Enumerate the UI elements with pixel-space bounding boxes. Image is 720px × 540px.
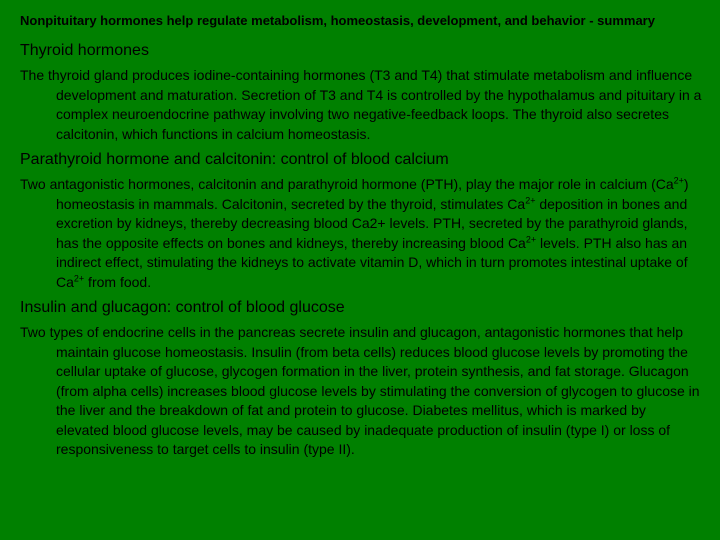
section-heading-thyroid: Thyroid hormones (20, 42, 149, 59)
section-thyroid-hormones (20, 41, 702, 144)
body-text-segment: Two antagonistic hormones, calcitonin and parathyroid hormone (PTH), play the major role in calcium (Ca (20, 176, 674, 192)
superscript-charge: 2+ (525, 194, 536, 205)
section-body-thyroid: The thyroid gland produces iodine-containing hormones (T3 and T4) that stimulate metabolism and influence development and maturation. Secretion of T3 and T4 is controlled by the hypothalamus and pituitary in a complex neuroendocrine pathway involving two negative-feedback loops. The thyroid also secretes calcitonin, which functions in calcium homeostasis. (20, 67, 702, 142)
body-text-segment: from food. (84, 273, 152, 290)
section-heading-parathyroid: Parathyroid hormone and calcitonin: control of blood calcium (20, 151, 449, 168)
superscript-charge: 2+ (73, 272, 85, 283)
section-heading-insulin: Insulin and glucagon: control of blood glucose (20, 299, 345, 316)
slide-title: Nonpituitary hormones help regulate metabolism, homeostasis, development, and behavior - summary (20, 13, 655, 28)
section-insulin-glucagon (20, 298, 702, 460)
body-text-segment: ) homeostasis in mammals. Calcitonin, secreted by the thyroid, stimulates Ca (56, 176, 689, 212)
body-text-segment: deposition in bones and excretion by kidneys, thereby decreasing blood Ca2+ levels. PTH, secreted by the parathyroid glands, has the opposite effects on bones and kidneys, thereby increasing blood Ca (56, 195, 688, 251)
superscript-charge: 2+ (673, 175, 684, 186)
section-body-parathyroid (20, 175, 702, 292)
section-parathyroid-calcitonin (20, 150, 702, 292)
superscript-charge: 2+ (525, 233, 537, 244)
body-text-segment: levels. PTH also has an indirect effect, stimulating the kidneys to activate vitamin D, which in turn promotes intestinal uptake of Ca (56, 234, 688, 290)
section-body-insulin: Two types of endocrine cells in the pancreas secrete insulin and glucagon, antagonistic hormones that help maintain glucose homeostasis. Insulin (from beta cells) reduces blood glucose levels by promoting the cellular uptake of glucose, glycogen formation in the liver, protein synthesis, and fat storage. Glucagon (from alpha cells) increases blood glucose levels by stimulating the conversion of glycogen to glucose in the liver and the breakdown of fat and protein to glucose. Diabetes mellitus, which is marked by elevated blood glucose levels, may be caused by inadequate production of insulin (type I) or loss of responsiveness to target cells to insulin (type II). (20, 324, 700, 457)
